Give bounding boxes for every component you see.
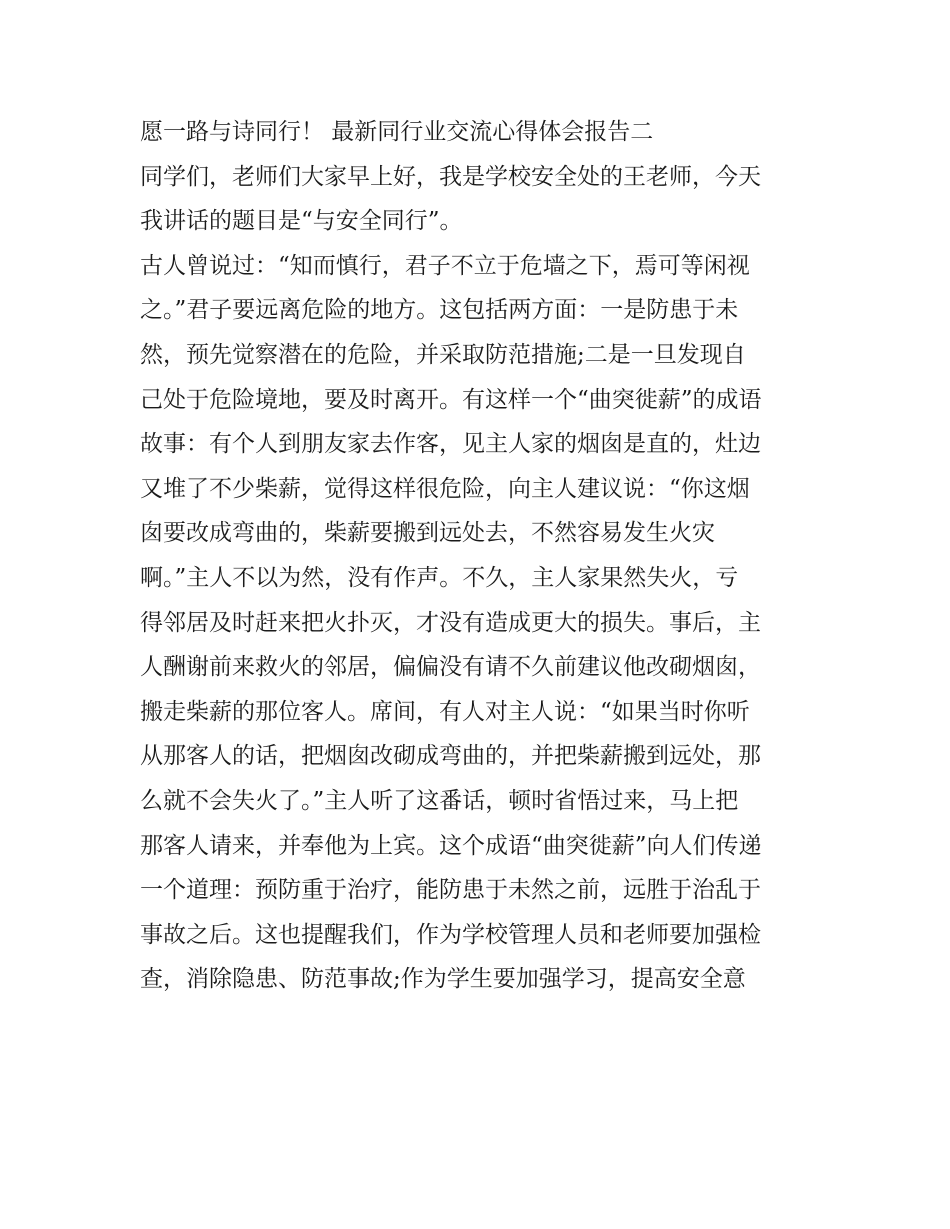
text-line-19: 事故之后。这也提醒我们，作为学校管理人员和老师要加强检 (140, 921, 761, 948)
text-line-6: 然，预先觉察潜在的危险，并采取防范措施;二是一旦发现自 (140, 341, 746, 368)
text-line-1: 愿一路与诗同行！ 最新同行业交流心得体会报告二 (140, 119, 654, 145)
text-line-12: 得邻居及时赶来把火扑灭，才没有造成更大的损失。事后，主 (140, 609, 761, 636)
text-line-10: 囱要改成弯曲的，柴薪要搬到远处去，不然容易发生火灾 (140, 520, 715, 547)
text-line-7: 己处于危险境地，要及时离开。有这样一个“曲突徙薪”的成语 (140, 386, 762, 413)
text-line-2: 同学们，老师们大家早上好，我是学校安全处的王老师，今天 (140, 163, 761, 190)
body-text (140, 110, 820, 1002)
text-line-4: 古人曾说过：“知而慎行，君子不立于危墙之下，焉可等闲视 (140, 252, 750, 279)
text-line-13: 人酬谢前来救火的邻居，偏偏没有请不久前建议他改砌烟囱， (140, 654, 761, 681)
text-line-5: 之。”君子要远离危险的地方。这包括两方面：一是防患于未 (140, 297, 739, 324)
text-line-3: 我讲话的题目是“与安全同行”。 (140, 208, 463, 235)
text-line-15: 从那客人的话，把烟囱改砌成弯曲的，并把柴薪搬到远处，那 (140, 743, 761, 770)
text-line-18: 一个道理：预防重于治疗，能防患于未然之前，远胜于治乱于 (140, 877, 761, 904)
text-line-17: 那客人请来，并奉他为上宾。这个成语“曲突徙薪”向人们传递 (140, 832, 762, 859)
text-line-20: 查，消除隐患、防范事故;作为学生要加强学习，提高安全意 (140, 966, 746, 993)
text-line-9: 又堆了不少柴薪，觉得这样很危险，向主人建议说：“你这烟 (140, 475, 750, 502)
text-line-11: 啊。”主人不以为然，没有作声。不久，主人家果然失火，亏 (140, 564, 739, 591)
text-line-14: 搬走柴薪的那位客人。席间，有人对主人说：“如果当时你听 (140, 698, 750, 725)
text-line-8: 故事：有个人到朋友家去作客，见主人家的烟囱是直的，灶边 (140, 431, 761, 458)
text-line-16: 么就不会失火了。”主人听了这番话，顿时省悟过来，马上把 (140, 787, 739, 814)
